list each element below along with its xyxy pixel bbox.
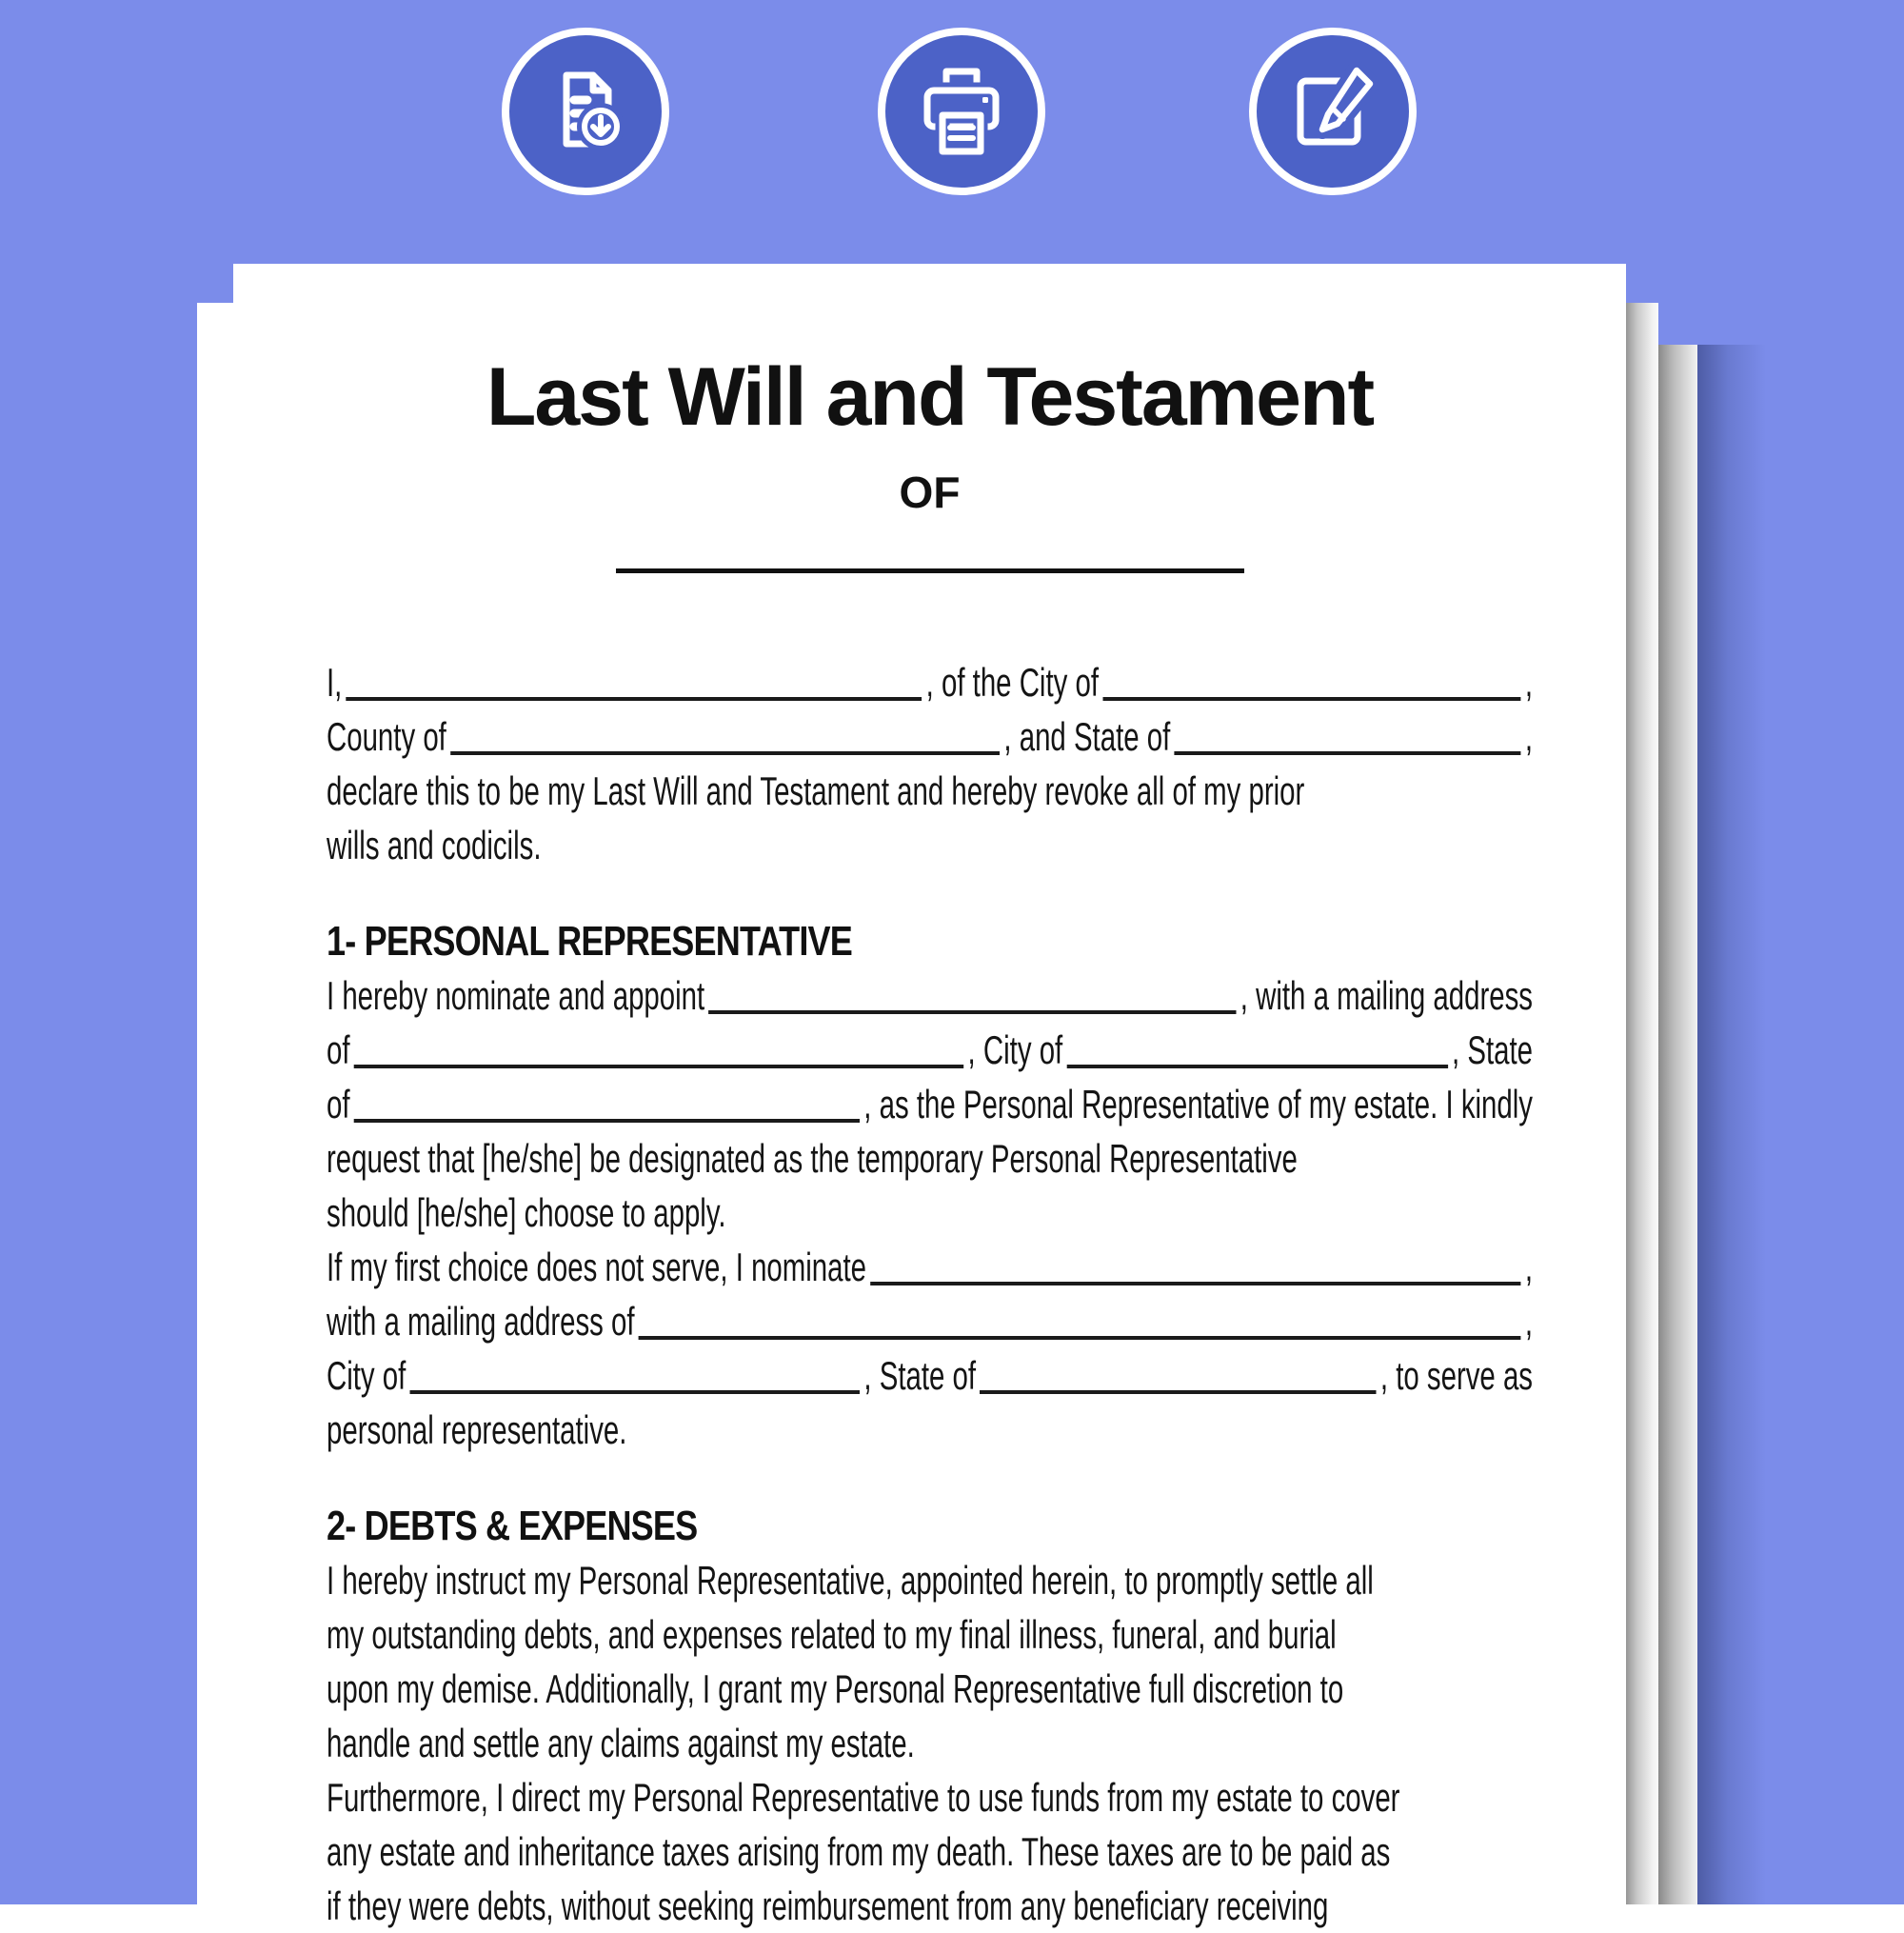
text-run: should [he/she] choose to apply. — [327, 1190, 726, 1235]
text-run: , State of — [863, 1353, 977, 1398]
document-text-line — [327, 1403, 1533, 1457]
document-text-line — [327, 1607, 1533, 1662]
text-run: any estate and inheritance taxes arising from my death. These taxes are to be paid as — [327, 1829, 1391, 1874]
document-text-line — [327, 968, 1533, 1023]
document-subtitle: OF — [899, 468, 961, 517]
text-run: personal representative. — [327, 1407, 627, 1452]
blank-field — [354, 1119, 860, 1123]
text-run: wills and codicils. — [327, 823, 542, 867]
section-heading: 2- DEBTS & EXPENSES — [327, 1503, 698, 1549]
document-text-line — [327, 1770, 1533, 1824]
name-blank-line — [616, 568, 1244, 573]
document-text-line — [327, 1662, 1533, 1716]
blank-field — [450, 751, 1000, 755]
page-shadow — [1697, 345, 1766, 1904]
text-run: Furthermore, I direct my Personal Representative to use funds from my estate to cover — [327, 1775, 1400, 1820]
edit-button[interactable] — [1249, 28, 1417, 195]
document-text-line — [327, 709, 1533, 764]
blank-field — [980, 1390, 1376, 1394]
blank-field — [639, 1336, 1521, 1340]
document-text-line — [327, 1186, 1533, 1240]
download-document-icon — [538, 64, 633, 159]
download-document-button[interactable] — [502, 28, 669, 195]
text-run: I hereby nominate and appoint — [327, 973, 705, 1018]
blank-field — [410, 1390, 861, 1394]
text-run: request that [he/she] be designated as the temporary Personal Representative — [327, 1136, 1298, 1181]
text-run: upon my demise. Additionally, I grant my Personal Representative full discretion to — [327, 1666, 1344, 1711]
document-text-line — [327, 1131, 1533, 1186]
text-run: my outstanding debts, and expenses related to my final illness, funeral, and burial — [327, 1612, 1337, 1657]
text-run: I, — [327, 660, 343, 705]
page-edge-strip — [1626, 303, 1658, 1904]
document-text-line — [327, 1553, 1533, 1607]
page-edge-strip — [1658, 345, 1697, 1904]
blank-field — [354, 1065, 964, 1068]
section-debts-expenses — [327, 1499, 1533, 1933]
text-run: with a mailing address of — [327, 1299, 635, 1344]
text-run: , City of — [967, 1027, 1063, 1072]
print-button[interactable] — [878, 28, 1045, 195]
section-paragraphs — [327, 1553, 1533, 1933]
document-text-line — [327, 1240, 1533, 1294]
text-run: , of the City of — [925, 660, 1100, 705]
text-run: of — [327, 1027, 350, 1072]
text-run: , and State of — [1003, 714, 1171, 759]
section-personal-representative — [327, 914, 1533, 1457]
text-run: handle and settle any claims against my estate. — [327, 1721, 915, 1765]
document-text-line — [327, 1879, 1533, 1933]
text-run: , — [1524, 660, 1533, 705]
print-icon — [914, 64, 1009, 159]
document-text-line — [327, 1023, 1533, 1077]
document-text-line — [327, 1348, 1533, 1403]
section-heading: 1- PERSONAL REPRESENTATIVE — [327, 918, 853, 965]
document-title: Last Will and Testament — [486, 351, 1374, 443]
text-run: , — [1524, 1245, 1533, 1289]
blank-field — [708, 1010, 1236, 1014]
text-run: if they were debts, without seeking reimbursement from any beneficiary receiving — [327, 1883, 1329, 1928]
text-run: , with a mailing address — [1240, 973, 1533, 1018]
text-run: , to serve as — [1379, 1353, 1533, 1398]
text-run: City of — [327, 1353, 407, 1398]
document-text-line — [327, 764, 1533, 818]
section-paragraphs — [327, 968, 1533, 1457]
document-body — [327, 655, 1533, 1933]
text-run: County of — [327, 714, 446, 759]
text-run: I hereby instruct my Personal Representative, appointed herein, to promptly settle all — [327, 1558, 1374, 1603]
blank-field — [347, 697, 922, 701]
blank-field — [1102, 697, 1520, 701]
text-run: declare this to be my Last Will and Testament and hereby revoke all of my prior — [327, 768, 1305, 813]
text-run: If my first choice does not serve, I nominate — [327, 1245, 867, 1289]
will-document-page — [197, 303, 1590, 1928]
text-run: , — [1524, 1299, 1533, 1344]
edit-icon — [1285, 64, 1380, 159]
document-text-line — [327, 655, 1533, 709]
document-text-line — [327, 1716, 1533, 1770]
document-text-line — [327, 818, 1533, 872]
intro-paragraph — [327, 655, 1533, 872]
text-run: , — [1524, 714, 1533, 759]
blank-field — [1174, 751, 1520, 755]
blank-field — [870, 1282, 1520, 1285]
document-text-line — [327, 1824, 1533, 1879]
text-run: of — [327, 1082, 350, 1126]
text-run: , State — [1452, 1027, 1533, 1072]
document-text-line — [327, 1077, 1533, 1131]
blank-field — [1066, 1065, 1447, 1068]
text-run: , as the Personal Representative of my estate. I kindly — [863, 1082, 1533, 1126]
document-text-line — [327, 1294, 1533, 1348]
